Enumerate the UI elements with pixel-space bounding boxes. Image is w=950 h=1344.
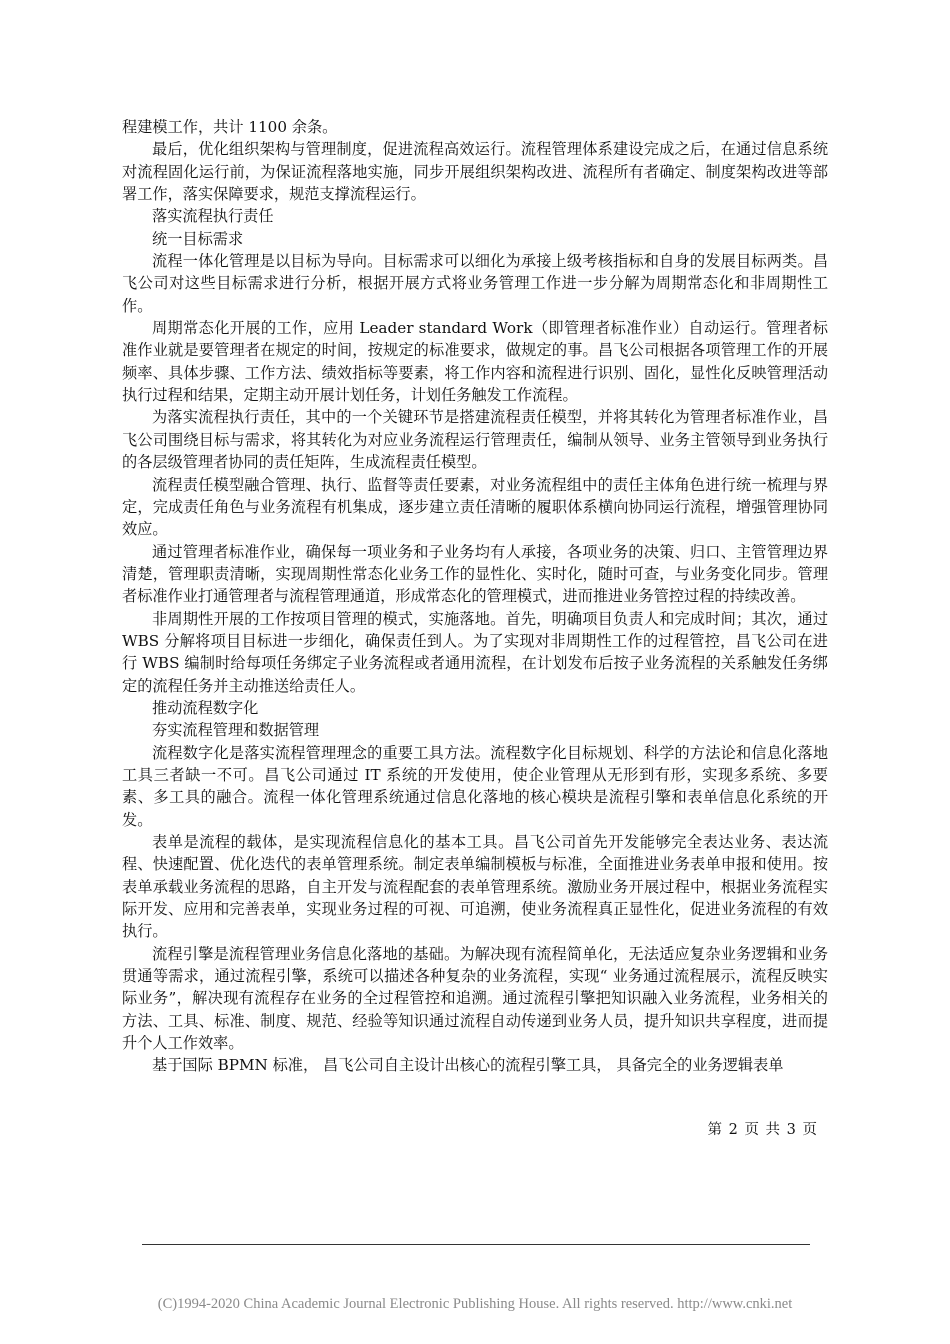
section-heading: 推动流程数字化 (152, 698, 259, 717)
subsection-heading: 统一目标需求 (152, 229, 244, 248)
paragraph: 基于国际 BPMN 标准， 昌飞公司自主设计出核心的流程引擎工具， 具备完全的业务逻辑表单 (152, 1056, 784, 1075)
paragraph-continuation: 程建模工作，共计 1100 余条。 (122, 118, 338, 136)
section-heading: 落实流程执行责任 (152, 207, 274, 226)
copyright-notice: (C)1994-2020 China Academic Journal Electronic Publishing House. All rights reserved. http://www.cnki.net (157, 1296, 793, 1312)
paragraph: 流程一体化管理是以目标为导向。目标需求可以细化为承接上级考核指标和自身的发展目标两类。昌飞公司对这些目标需求进行分析，根据开展方式将业务管理工作进一步分解为周期常态化和非周期性工作。 (122, 252, 828, 315)
paragraph: 周期常态化开展的工作，应用 Leader standard Work（即管理者标准作业）自动运行。管理者标准作业就是要管理者在规定的时间，按规定的标准要求，做规定的事。昌飞公司根据各项管理工作的开展频率、具体步骤、工作方法、绩效指标等要素，将工作内容和流程进行识别、固化，显性化反映管理活动执行过程和结果，定期主动开展计划任务，计划任务触发工作流程。 (122, 319, 828, 405)
paragraph: 最后，优化组织架构与管理制度，促进流程高效运行。流程管理体系建设完成之后，在通过信息系统对流程固化运行前，为保证流程落地实施，同步开展组织架构改进、流程所有者确定、制度架构改进等部署工作，落实保障要求，规范支撑流程运行。 (122, 140, 828, 204)
article-body (122, 116, 828, 1077)
paragraph: 流程数字化是落实流程管理理念的重要工具方法。流程数字化目标规划、科学的方法论和信息化落地工具三者缺一不可。昌飞公司通过 IT 系统的开发使用，使企业管理从无形到有形，实现多系统、多要素、多工具的融合。流程一体化管理系统通过信息化落地的核心模块是流程引擎和表单信息化系统的开发。 (122, 743, 828, 829)
page-number: 第 2 页 共 3 页 (707, 1122, 818, 1138)
paragraph: 表单是流程的载体，是实现流程信息化的基本工具。昌飞公司首先开发能够完全表达业务、表达流程、快速配置、优化迭代的表单管理系统。制定表单编制模板与标准，全面推进业务表单申报和使用。按表单承载业务流程的思路，自主开发与流程配套的表单管理系统。激励业务开展过程中，根据业务流程实际开发、应用和完善表单，实现业务过程的可视、可追溯，使业务流程真正显性化，促进业务流程的有效执行。 (122, 833, 828, 941)
paragraph: 流程引擎是流程管理业务信息化落地的基础。为解决现有流程简单化，无法适应复杂业务逻辑和业务贯通等需求，通过流程引擎，系统可以描述各种复杂的业务流程，实现“ 业务通过流程展示，流程反映实际业务”，解决现有流程存在业务的全过程管控和追溯。通过流程引擎把知识融入业务流程，业务相关的方法、工具、标准、制度、规范、经验等知识通过流程自动传递到业务人员，提升知识共享程度，进而提升个人工作效率。 (122, 944, 828, 1053)
paragraph: 通过管理者标准作业，确保每一项业务和子业务均有人承接，各项业务的决策、归口、主管管理边界清楚，管理职责清晰，实现周期性常态化业务工作的显性化、实时化，随时可查，与业务变化同步。管理者标准作业打通管理者与流程管理通道，形成常态化的管理模式，进而推进业务管控过程的持续改善。 (122, 542, 828, 606)
footer-divider (142, 1244, 810, 1245)
paragraph: 流程责任模型融合管理、执行、监督等责任要素，对业务流程组中的责任主体角色进行统一梳理与界定，完成责任角色与业务流程有机集成，逐步建立责任清晰的履职体系横向协同运行流程，增强管理协同效应。 (122, 475, 828, 539)
subsection-heading: 夯实流程管理和数据管理 (152, 721, 320, 740)
paragraph: 非周期性开展的工作按项目管理的模式，实施落地。首先，明确项目负责人和完成时间；其次，通过 WBS 分解将项目目标进一步细化，确保责任到人。为了实现对非周期性工作的过程管控，昌飞公司在进行 WBS 编制时给每项任务绑定子业务流程或者通用流程，在计划发布后按子业务流程的关系触发任务绑定的流程任务并主动推送给责任人。 (122, 609, 828, 695)
paragraph: 为落实流程执行责任，其中的一个关键环节是搭建流程责任模型，并将其转化为管理者标准作业，昌飞公司围绕目标与需求，将其转化为对应业务流程运行管理责任，编制从领导、业务主管领导到业务执行的各层级管理者协同的责任矩阵，生成流程责任模型。 (122, 408, 828, 472)
